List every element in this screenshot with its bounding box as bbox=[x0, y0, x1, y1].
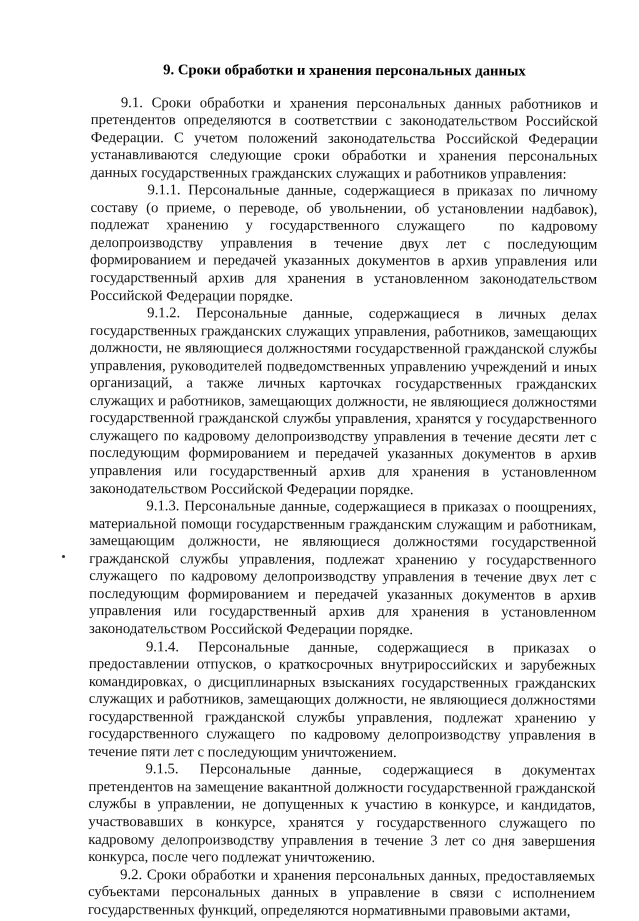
paragraph-9-1-3: 9.1.3. Персональные данные, содержащиеся в приказах о поощрениях, материальной помощи государственным гражданским служащим и работникам, замещающим должности, не являющиеся должностями государственной гражданской службы управления, подлежат хранению у государственного служащего по кадровому делопроизводству управления в течение двух лет с последующим формированием и передачей указанных документов в архив управления или государственный архив для хранения в установленном законодательством Российской Федерации порядке. bbox=[88, 498, 601, 639]
paragraph-9-1-5: 9.1.5. Персональные данные, содержащиеся в документах претендентов на замещение вакантной должности государственной гражданской службы в управлении, не допущенных к участию в конкурсе, и кандидатов, участвовавших в конкурсе, хранятся у государственного служащего по кадровому делопроизводству управления в течение 3 лет со дня завершения конкурса, после чего подлежат уничтожению. bbox=[88, 761, 600, 867]
paragraph-9-2: 9.2. Сроки обработки и хранения персональных данных, предоставляемых субъектами персональных данных в управление в связи с исполнением государственных функций, определяются нормативными правовыми актами, bbox=[88, 866, 599, 920]
paragraph-9-1-1: 9.1.1. Персональные данные, содержащиеся в приказах по личному составу (о приеме, о переводе, об увольнении, об установлении надбавок), подлежат хранению у государственного служащего по кадровому делопроизводству управления в течение двух лет с последующим формированием и передачей указанных документов в архив управления или государственный архив для хранения в установленном законодательством Российской Федерации порядке. bbox=[90, 182, 602, 305]
paragraph-9-1: 9.1. Сроки обработки и хранения персональных данных работников и претендентов определяются в соответствии с законодательством Российской Федерации. С учетом положений законодательства Российской Федерации устанавливаются следующие сроки обработки и хранения персональных данных государственных гражданских служащих и работников управления: bbox=[90, 94, 602, 183]
section-heading: 9. Сроки обработки и хранения персональных данных bbox=[163, 62, 526, 80]
document-body bbox=[88, 62, 602, 921]
paragraph-9-1-4: 9.1.4. Персональные данные, содержащиеся в приказах о предоставлении отпусков, о краткосрочных внутрироссийских и зарубежных командировках, о дисциплинарных взысканиях государственных гражданских служащих и работников, замещающих должности, не являющиеся должностями государственной гражданской службы управления, подлежат хранению у государственного служащего по кадровому делопроизводству управления в течение пяти лет с последующим уничтожением. bbox=[88, 638, 600, 761]
paragraph-9-1-2: 9.1.2. Персональные данные, содержащиеся в личных делах государственных гражданских служащих управления, работников, замещающих должности, не являющиеся должностями государственной гражданской службы управления, руководителей подведомственных управлению учреждений и иных организаций, а также личных карточках государственных гражданских служащих и работников, замещающих должности, не являющиеся должностями государственной гражданской службы управления, хранятся у государственного служащего по кадровому делопроизводству управления в течение десяти лет с последующим формированием и передачей указанных документов в архив управления или государственный архив для хранения в установленном законодательством Российской Федерации порядке. bbox=[89, 305, 601, 498]
scan-dot-mark bbox=[62, 555, 65, 558]
